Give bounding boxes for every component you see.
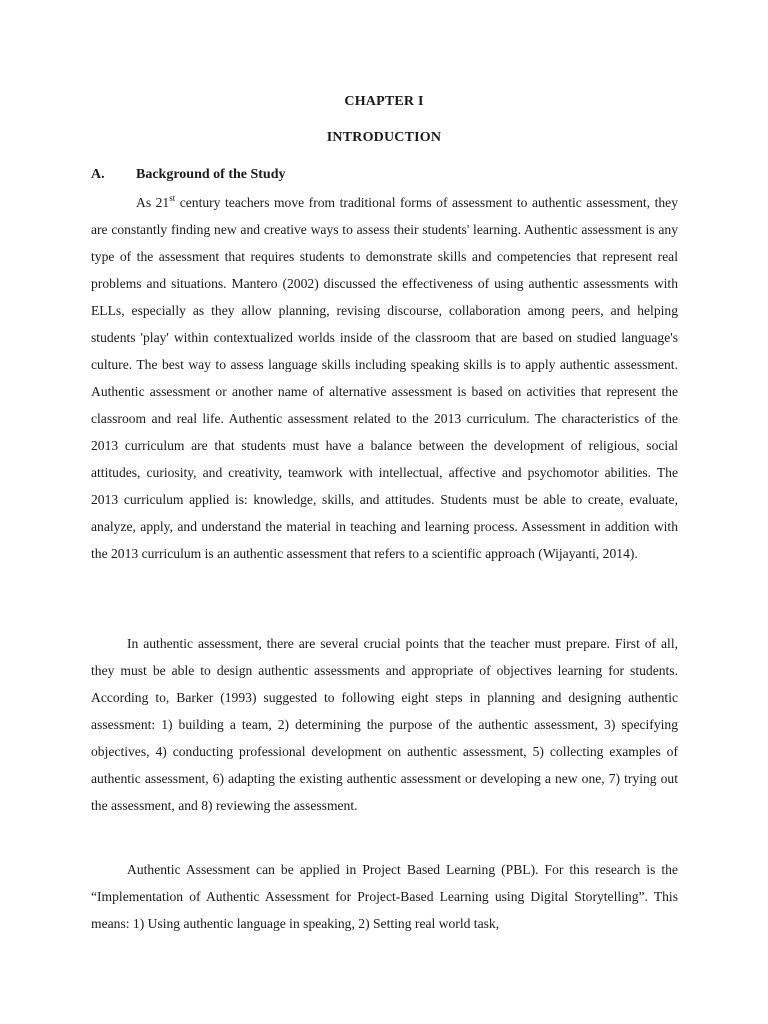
paragraph1-superscript: st — [169, 193, 176, 203]
paragraph1-start: As 21 — [136, 195, 170, 210]
chapter-name: INTRODUCTION — [326, 130, 442, 145]
section-title: Background of the Study — [136, 167, 286, 182]
chapter-title: CHAPTER I — [344, 94, 424, 109]
paragraph-background-3: Authentic Assessment can be applied in Project Based Learning (PBL). For this research is the “Implementation of Authentic Assessment for Project-Based Learning using Digital Storytelling”. This means: 1) Using authentic language in speaking, 2) Setting real world task, — [91, 862, 678, 931]
paragraph1-rest: century teachers move from traditional forms of assessment to authentic assessment, they are constantly finding new and creative ways to assess their students' learning. Authentic assessment is any type of the assessment that requires students to demonstrate skills and competencies that represent real problems and situations. Mantero (2002) discussed the effectiveness of using authentic assessments with ELLs, especially as they allow planning, revising discourse, collaboration among peers, and helping students 'play' within contextualized worlds inside of the classroom that are based on studied language's culture. The best way to assess language skills including speaking skills is to apply authentic assessment. Authentic assessment or another name of alternative assessment is based on activities that represent the classroom and real life. Authentic assessment related to the 2013 curriculum. The characteristics of the 2013 curriculum are that students must have a balance between the development of religious, social attitudes, curiosity, and creativity, teamwork with intellectual, affective and psychomotor abilities. The 2013 curriculum applied is: knowledge, skills, and attitudes. Students must be able to create, evaluate, analyze, apply, and understand the material in teaching and learning process. Assessment in addition with the 2013 curriculum is an authentic assessment that refers to a scientific approach (Wijayanti, 2014). — [91, 195, 678, 561]
section-heading — [91, 167, 286, 183]
paragraph-background-1 — [91, 189, 678, 567]
section-letter: A. — [91, 167, 105, 182]
paragraph-background-2: In authentic assessment, there are several crucial points that the teacher must prepare. First of all, they must be able to design authentic assessments and appropriate of objectives learning for students. According to, Barker (1993) suggested to following eight steps in planning and designing authentic assessment: 1) building a team, 2) determining the purpose of the authentic assessment, 3) specifying objectives, 4) conducting professional development on authentic assessment, 5) collecting examples of authentic assessment, 6) adapting the existing authentic assessment or developing a new one, 7) trying out the assessment, and 8) reviewing the assessment. — [91, 636, 678, 813]
